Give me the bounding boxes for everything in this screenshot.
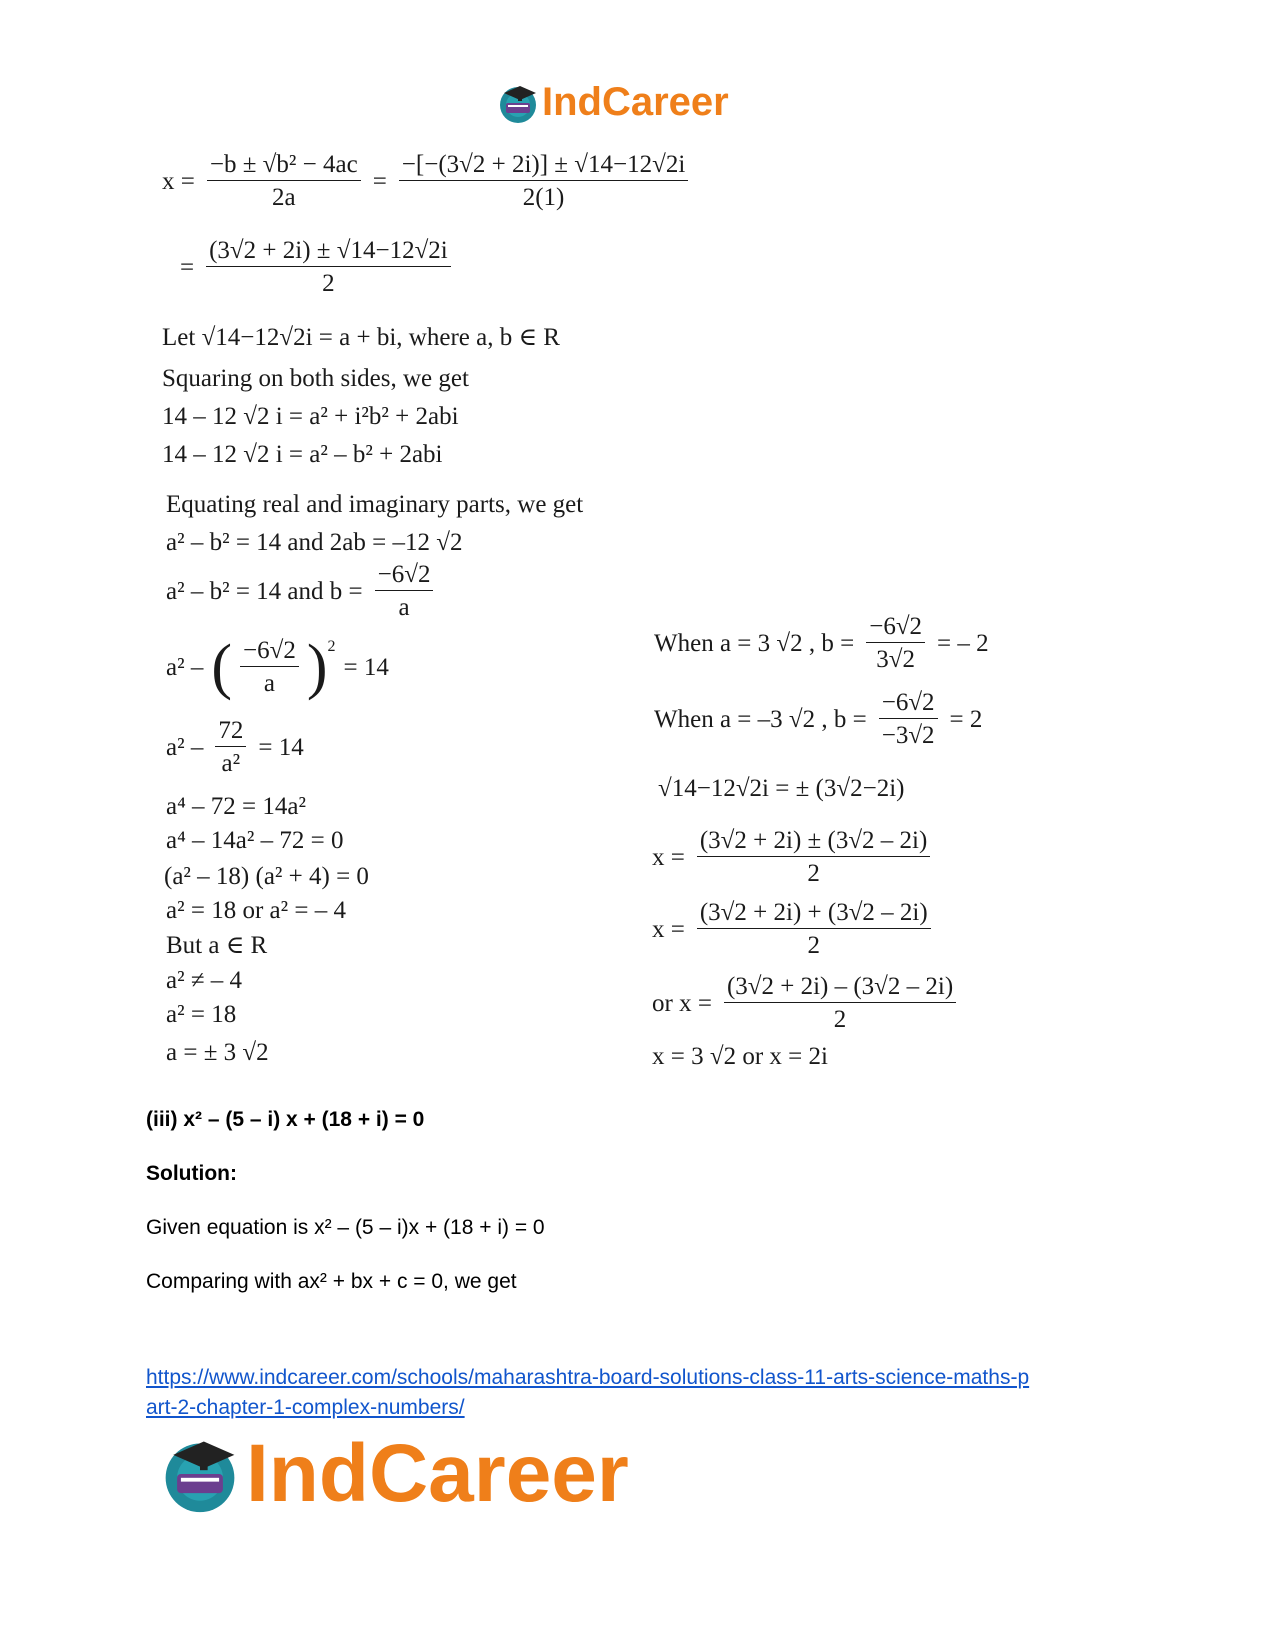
l6-line: a² ≠ – 4 <box>166 967 243 994</box>
root-line: √14−12√2i = ± (3√2−2i) <box>658 775 905 802</box>
e3-frac <box>240 638 299 696</box>
e2-frac <box>375 562 434 620</box>
paren-right: )$^2$ <box>306 633 336 701</box>
solution-label: Solution: <box>146 1162 237 1185</box>
sq2-line: 14 – 12 √2 i = a² – b² + 2abi <box>162 441 443 468</box>
header-logo <box>496 80 729 125</box>
question-heading: (iii) x² – (5 – i) x + (18 + i) = 0 <box>146 1108 425 1131</box>
e4-rhs: = 14 <box>258 733 304 761</box>
x3-num: (3√2 + 2i) – (3√2 – 2i) <box>724 974 956 1003</box>
eq1-lhs: x = <box>162 167 195 195</box>
e4-num: 72 <box>215 718 246 747</box>
paren-left: ( <box>211 633 232 701</box>
l7-line: a² = 18 <box>166 1001 237 1028</box>
equating-line: Equating real and imaginary parts, we get <box>166 491 584 518</box>
x3-lhs: or x = <box>652 989 712 1017</box>
final-line: x = 3 √2 or x = 2i <box>652 1043 828 1070</box>
x2-lhs: x = <box>652 915 685 943</box>
l1-line: a⁴ – 72 = 14a² <box>166 793 307 820</box>
footer-brand: IndCareer <box>246 1428 629 1519</box>
x1-den: 2 <box>807 860 820 887</box>
eq1-frac1-den: 2a <box>271 184 296 211</box>
x1-lhs: x = <box>652 843 685 871</box>
e3-line <box>166 633 389 701</box>
eq2-equals: = <box>180 253 195 281</box>
x2-frac <box>697 900 931 958</box>
e4-den: a² <box>221 750 241 777</box>
let-line: Let √14−12√2i = a + bi, where a, b ∈ R <box>162 324 560 351</box>
comparing-line: Comparing with ax² + bx + c = 0, we get <box>146 1270 517 1293</box>
graduation-globe-icon <box>158 1432 242 1516</box>
e1-line: a² – b² = 14 and 2ab = –12 √2 <box>166 529 463 556</box>
w1-den: 3√2 <box>876 646 915 673</box>
x1-line <box>652 828 934 886</box>
w2-den: −3√2 <box>881 722 935 749</box>
source-link-line1[interactable]: https://www.indcareer.com/schools/maharashtra-board-solutions-class-11-arts-science-maths-p <box>146 1366 1030 1389</box>
eq1-equals: = <box>372 167 387 195</box>
given-line: Given equation is x² – (5 – i)x + (18 + i) = 0 <box>146 1216 545 1239</box>
eq1-frac2-den: 2(1) <box>522 184 565 211</box>
squaring-line: Squaring on both sides, we get <box>162 365 469 392</box>
eq2-frac <box>206 238 451 296</box>
eq1-frac1 <box>207 152 361 210</box>
w1-lhs: When a = 3 √2 , b = <box>654 629 855 657</box>
e3-num: −6√2 <box>240 638 299 667</box>
w1-line <box>654 614 989 672</box>
e4-line <box>166 718 304 776</box>
x3-frac <box>724 974 956 1032</box>
x2-line <box>652 900 935 958</box>
e2-num: −6√2 <box>375 562 434 591</box>
e2-lhs: a² – b² = 14 and b = <box>166 577 363 605</box>
e2-den: a <box>398 594 410 621</box>
e3-lhs: a² – <box>166 653 204 681</box>
footer-logo <box>158 1428 629 1519</box>
e4-frac <box>215 718 246 776</box>
header-brand: IndCareer <box>542 80 729 124</box>
x1-frac <box>697 828 930 886</box>
x1-num: (3√2 + 2i) ± (3√2 – 2i) <box>697 828 930 857</box>
e2-line <box>166 562 437 620</box>
x2-num: (3√2 + 2i) + (3√2 – 2i) <box>697 900 931 929</box>
l3-line: (a² – 18) (a² + 4) = 0 <box>164 863 369 890</box>
l5-line: But a ∈ R <box>166 932 268 959</box>
x2-den: 2 <box>807 932 821 959</box>
x3-den: 2 <box>833 1006 847 1033</box>
e4-lhs: a² – <box>166 733 204 761</box>
eq2-den: 2 <box>322 270 335 297</box>
eq1-frac2 <box>399 152 688 210</box>
eq1 <box>162 152 692 210</box>
sq1-line: 14 – 12 √2 i = a² + i²b² + 2abi <box>162 403 459 430</box>
l2-line: a⁴ – 14a² – 72 = 0 <box>166 827 344 854</box>
eq2-num: (3√2 + 2i) ± √14−12√2i <box>206 238 451 267</box>
w2-line <box>654 690 982 748</box>
w2-num: −6√2 <box>879 690 938 719</box>
x3-line <box>652 974 960 1032</box>
w2-frac <box>879 690 938 748</box>
source-link-line2[interactable]: art-2-chapter-1-complex-numbers/ <box>146 1396 465 1419</box>
w2-rhs: = 2 <box>949 705 983 733</box>
w1-rhs: = – 2 <box>937 629 989 657</box>
eq1-frac1-num: −b ± √b² − 4ac <box>207 152 361 181</box>
eq1-frac2-num: −[−(3√2 + 2i)] ± √14−12√2i <box>399 152 688 181</box>
l4-line: a² = 18 or a² = – 4 <box>166 897 346 924</box>
w1-frac <box>866 614 925 672</box>
e3-den: a <box>263 670 275 697</box>
w2-lhs: When a = –3 √2 , b = <box>654 705 867 733</box>
graduation-globe-icon <box>496 81 540 125</box>
w1-num: −6√2 <box>866 614 925 643</box>
e3-rhs: = 14 <box>343 653 389 681</box>
eq2 <box>180 238 455 296</box>
l8-line: a = ± 3 √2 <box>166 1039 269 1066</box>
